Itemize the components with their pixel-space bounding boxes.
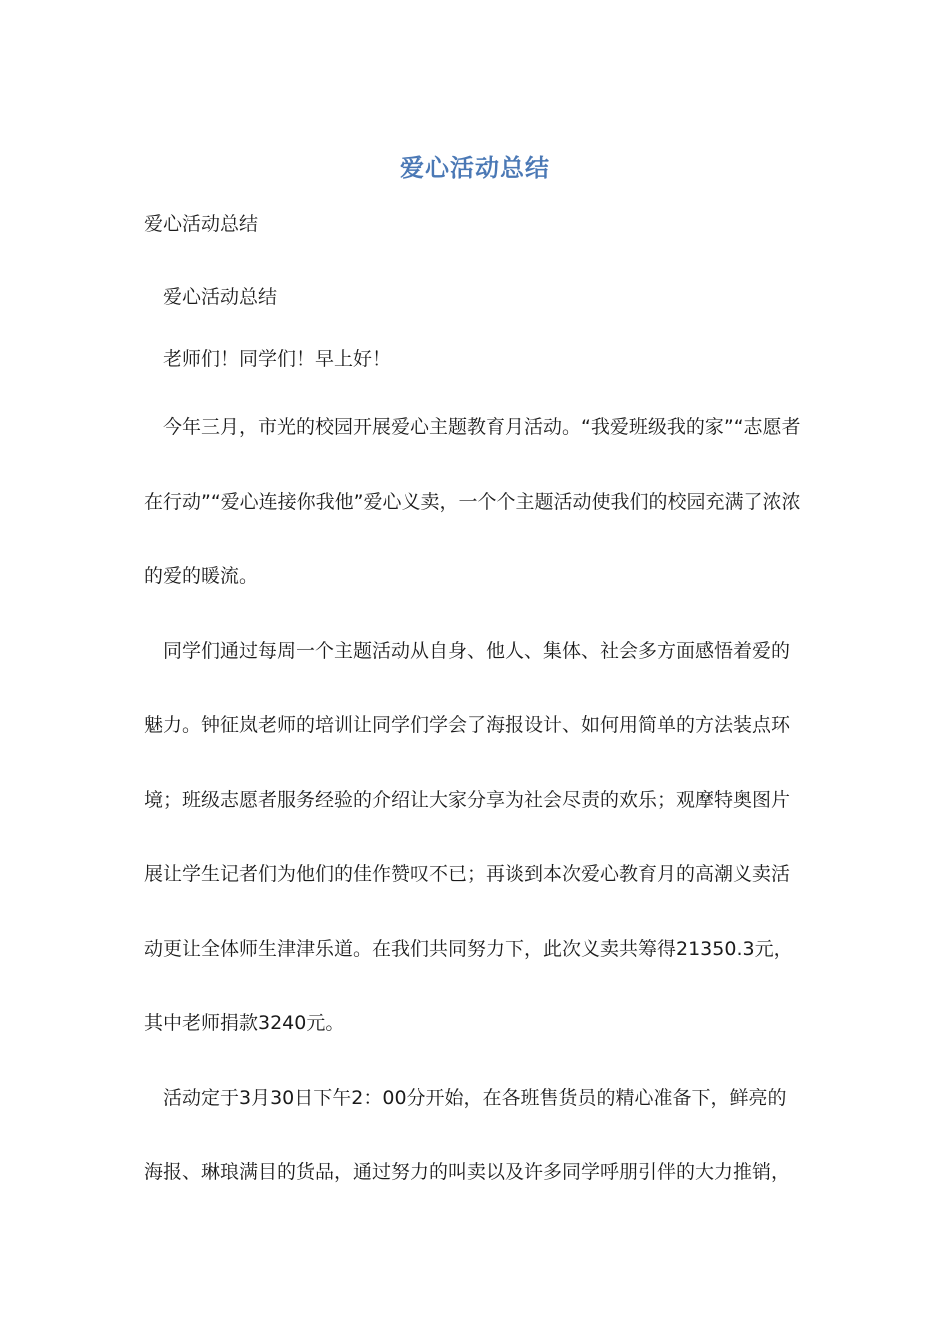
paragraph: 老师们！同学们！早上好！	[163, 348, 392, 370]
paragraph: 爱心活动总结	[163, 286, 278, 308]
document-body	[144, 266, 804, 1210]
paragraph: 活动定于3月30日下午2：00分开始，在各班售货员的精心准备下，鲜亮的海报、琳琅满目的货品，通过努力的叫卖以及许多同学呼朋引伴的大力推销，	[144, 1086, 791, 1183]
paragraph: 同学们通过每周一个主题活动从自身、他人、集体、社会多方面感悟着爱的魅力。钟征岚老师的培训让同学们学会了海报设计、如何用简单的方法装点环境；班级志愿者服务经验的介绍让大家分享为社会尽责的欢乐；观摩特奥图片展让学生记者们为他们的佳作赞叹不已；再谈到本次爱心教育月的高潮义卖活动更让全体师生津津乐道。在我们共同努力下，此次义卖共筹得21350.3元，其中老师捐款3240元。	[144, 639, 793, 1034]
document-title: 爱心活动总结	[400, 154, 550, 182]
paragraph: 今年三月，市光的校园开展爱心主题教育月活动。“我爱班级我的家”“志愿者在行动”“爱心连接你我他”爱心义卖，一个个主题活动使我们的校园充满了浓浓的爱的暖流。	[144, 416, 801, 587]
document-subtitle: 爱心活动总结	[144, 213, 259, 235]
